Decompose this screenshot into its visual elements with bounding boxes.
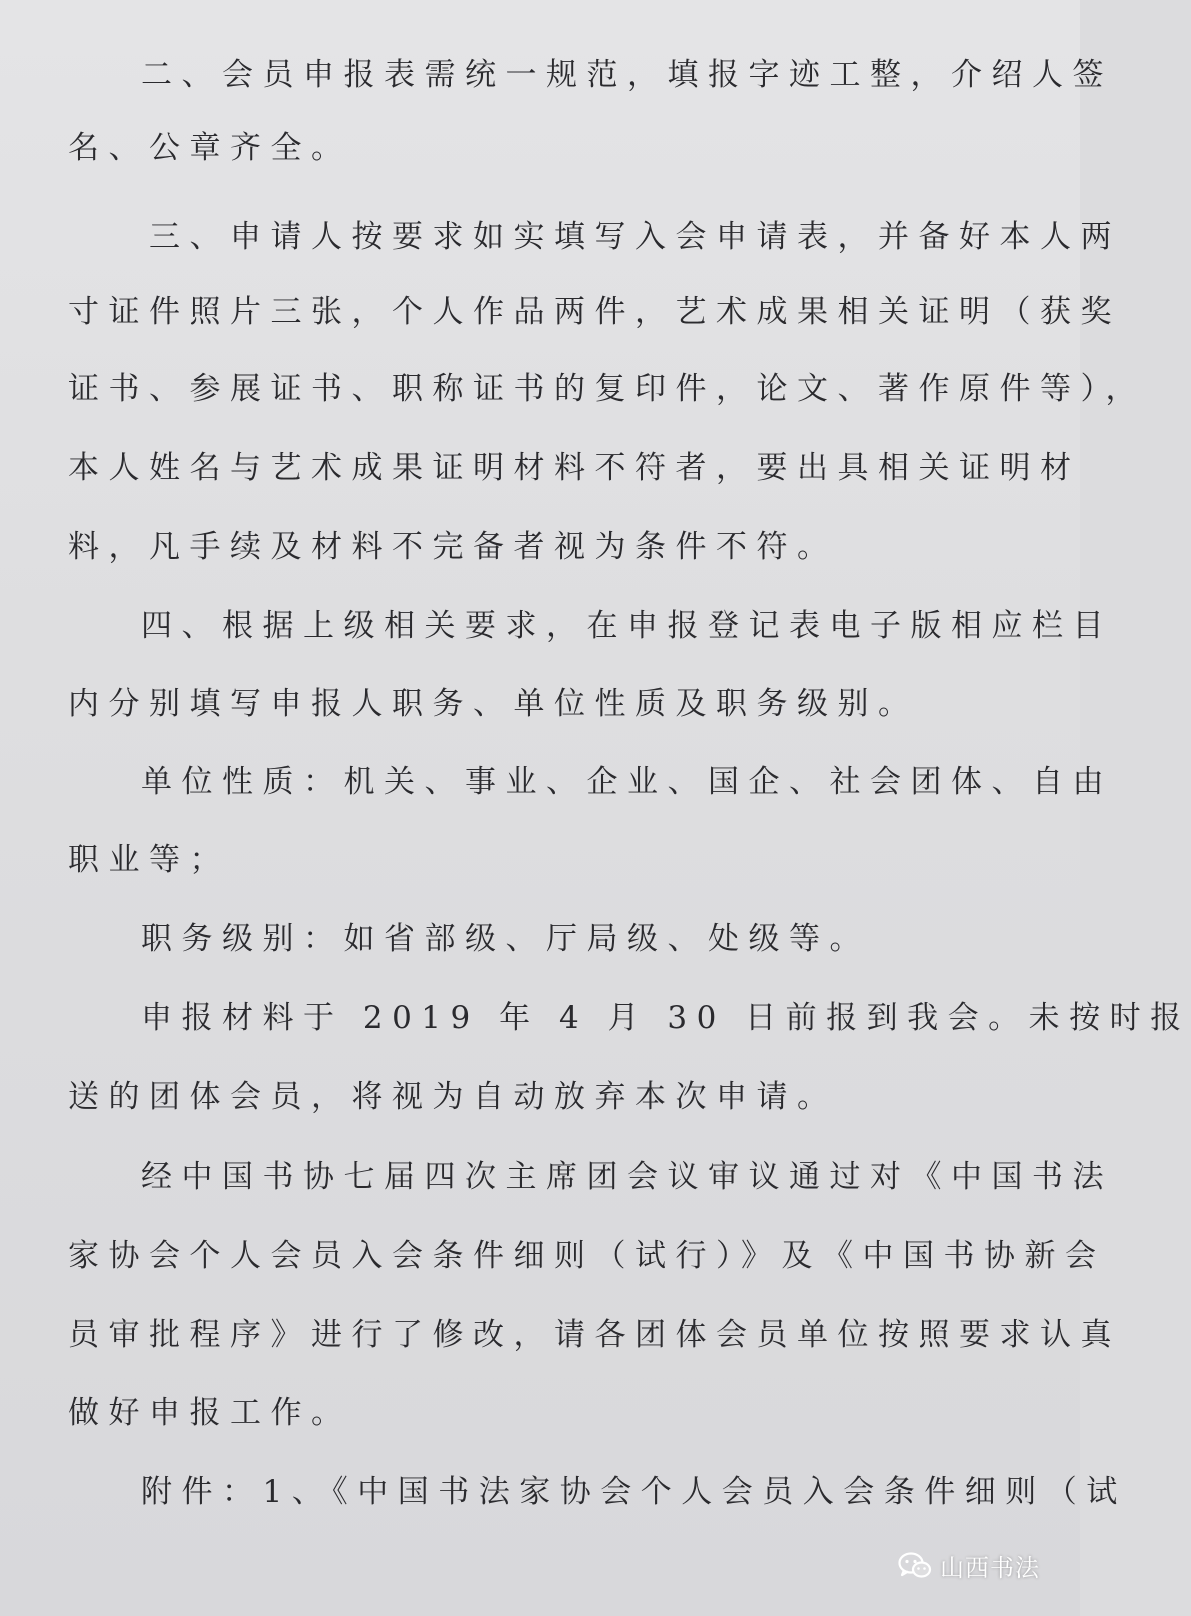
text-line: 职业等； (68, 842, 230, 878)
text-line: 申报材料于 2019 年 4 月 30 日前报到我会。未按时报 (141, 1000, 1191, 1036)
text-line: 做好申报工作。 (68, 1395, 352, 1431)
text-line: 附件：1、《中国书法家协会个人会员入会条件细则（试 (141, 1474, 1127, 1510)
text-line: 料，凡手续及材料不完备者视为条件不符。 (68, 529, 838, 565)
text-line: 家协会个人会员入会条件细则（试行）》及《中国书协新会 (68, 1238, 1106, 1274)
text-line: 员审批程序》进行了修改，请各团体会员单位按照要求认真 (68, 1317, 1121, 1353)
watermark (898, 1548, 1040, 1583)
text-line: 职务级别：如省部级、厅局级、处级等。 (141, 921, 870, 957)
text-line: 四、根据上级相关要求，在申报登记表电子版相应栏目 (141, 608, 1113, 644)
text-line: 名、公章齐全。 (68, 130, 352, 166)
text-line: 寸证件照片三张，个人作品两件，艺术成果相关证明（获奖 (68, 294, 1121, 330)
text-line: 本人姓名与艺术成果证明材料不符者，要出具相关证明材 (68, 450, 1081, 486)
text-line: 三、申请人按要求如实填写入会申请表，并备好本人两 (149, 219, 1121, 255)
text-line: 二、会员申报表需统一规范，填报字迹工整，介绍人签 (141, 57, 1113, 93)
wechat-icon (898, 1551, 932, 1581)
text-line: 证书、参展证书、职称证书的复印件，论文、著作原件等）， (68, 371, 1146, 407)
text-line: 单位性质：机关、事业、企业、国企、社会团体、自由 (141, 764, 1113, 800)
text-line: 送的团体会员，将视为自动放弃本次申请。 (68, 1079, 838, 1115)
text-line: 经中国书协七届四次主席团会议审议通过对《中国书法 (141, 1159, 1113, 1195)
watermark-label: 山西书法 (940, 1554, 1040, 1582)
text-line: 内分别填写申报人职务、单位性质及职务级别。 (68, 686, 919, 722)
